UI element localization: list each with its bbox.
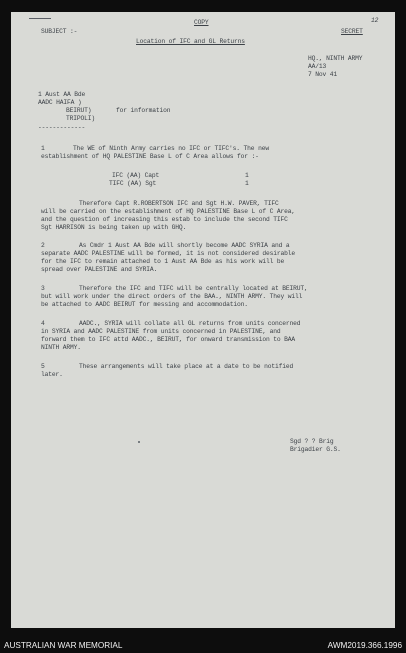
- para5-line-2: later.: [41, 371, 63, 378]
- classification: SECRET: [341, 28, 363, 35]
- page-mark: 12: [371, 17, 379, 24]
- para4-line-4: NINTH ARMY.: [41, 344, 81, 351]
- para3-line-2: but will work under the direct orders of the BAA., NINTH ARMY. They will: [41, 293, 303, 300]
- header-reference: AA/13: [308, 63, 327, 70]
- para1b-line-1: Therefore Capt R.ROBERTSON IFC and Sgt H.W. PAVER, TIFC: [79, 200, 279, 207]
- hole-punch-mark: [29, 18, 51, 19]
- para4-line-3: forward them to IFC attd AADC., BEIRUT, for onward transmission to BAA: [41, 336, 296, 343]
- para4-number: 4: [41, 320, 45, 327]
- establishment-role-2: TIFC (AA) Sgt: [109, 180, 157, 187]
- para3-line-3: be attached to AADC BEIRUT for messing and accommodation.: [41, 301, 248, 308]
- para4-line-1: AADC., SYRIA will collate all GL returns from units concerned: [79, 320, 301, 327]
- para3-number: 3: [41, 285, 45, 292]
- header-date: 7 Nov 41: [308, 71, 338, 78]
- copy-label: COPY: [194, 19, 209, 26]
- addressee-1: 1 Aust AA Bde: [38, 91, 86, 98]
- para5-number: 5: [41, 363, 45, 370]
- para2-line-2: separate AADC PALESTINE will be formed, it is not considered desirable: [41, 250, 296, 257]
- para2-number: 2: [41, 242, 45, 249]
- para3-line-1: Therefore the IFC and TIFC will be centrally located at BEIRUT,: [79, 285, 308, 292]
- addressee-4: TRIPOLI): [66, 115, 96, 122]
- para1b-line-4: Sgt HARRISON is being taken up with GHQ.: [41, 224, 187, 231]
- addressee-2: AADC HAIFA ): [38, 99, 82, 106]
- footer-institution: AUSTRALIAN WAR MEMORIAL: [4, 641, 123, 650]
- establishment-count-1: 1: [245, 172, 249, 179]
- addressee-divider: -------------: [38, 124, 86, 131]
- establishment-count-2: 1: [245, 180, 249, 187]
- signature-line-2: Brigadier G.S.: [290, 446, 341, 453]
- para1b-line-3: and the question of increasing this estab to include the second TIFC: [41, 216, 288, 223]
- para1-line-1: The WE of Ninth Army carries no IFC or TIFC's. The new: [73, 145, 269, 152]
- document-title: Location of IFC and GL Returns: [136, 38, 245, 45]
- para1b-line-2: will be carried on the establishment of HQ PALESTINE Base L of C Area,: [41, 208, 296, 215]
- para1-number: 1: [41, 145, 45, 152]
- addressee-note: for information: [116, 107, 171, 114]
- establishment-role-1: IFC (AA) Capt: [112, 172, 160, 179]
- subject-label: SUBJECT :-: [41, 28, 78, 35]
- para5-line-1: These arrangements will take place at a date to be notified: [79, 363, 294, 370]
- para2-line-3: for the IFC to remain attached to 1 Aust AA Bde as his work will be: [41, 258, 285, 265]
- para2-line-4: spread over PALESTINE and SYRIA.: [41, 266, 158, 273]
- paper-speck: [138, 441, 140, 443]
- signature-line-1: Sgd ? ? Brig: [290, 438, 334, 445]
- addressee-3: BEIRUT): [66, 107, 92, 114]
- para2-line-1: As Cmdr 1 Aust AA Bde will shortly become AADC SYRIA and a: [79, 242, 290, 249]
- para1-line-2: establishment of HQ PALESTINE Base L of C Area allows for :-: [41, 153, 259, 160]
- para4-line-2: in SYRIA and AADC PALESTINE from units concerned in PALESTINE, and: [41, 328, 281, 335]
- footer-bar: [0, 638, 406, 653]
- document-page: [11, 12, 395, 628]
- footer-accession-number: AWM2019.366.1996: [327, 641, 402, 650]
- header-unit: HQ., NINTH ARMY: [308, 55, 363, 62]
